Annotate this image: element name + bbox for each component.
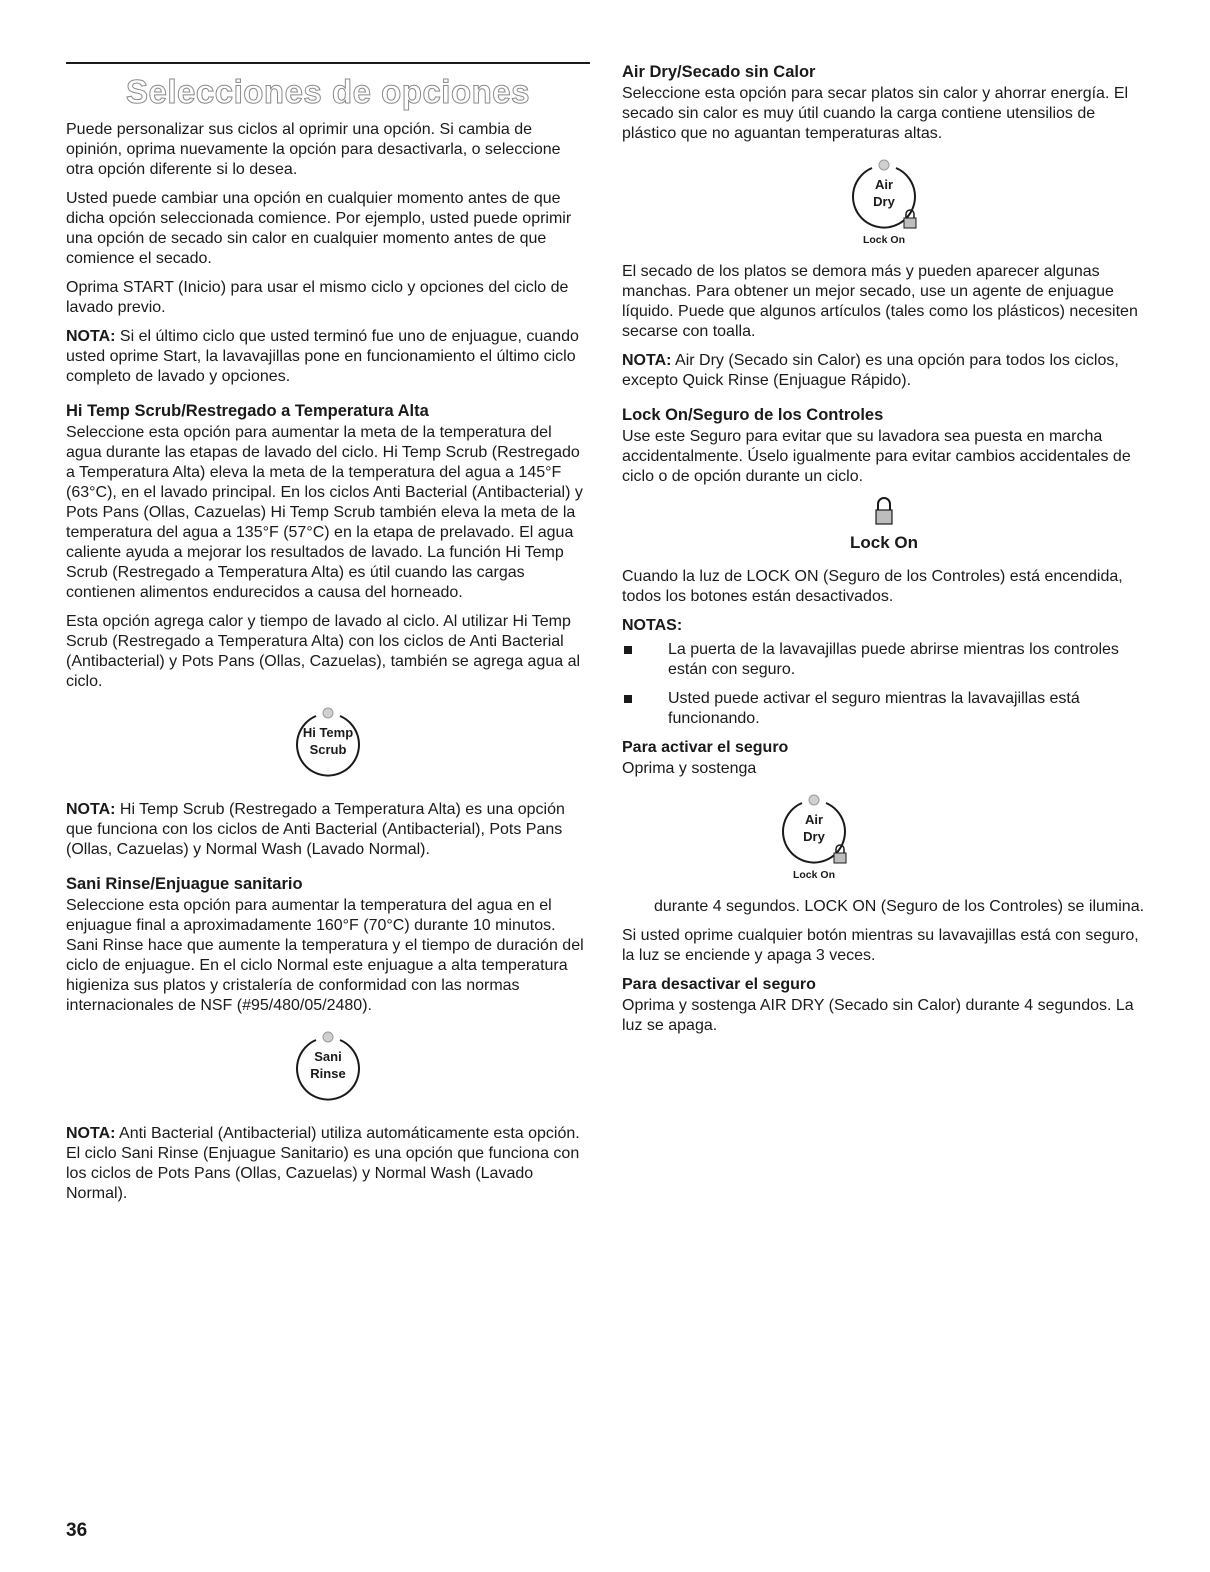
list-item: Usted puede activar el seguro mientras la lavavajillas está funcionando.	[622, 689, 1146, 729]
sani-rinse-note	[66, 1124, 590, 1204]
note-label: NOTA:	[66, 328, 116, 346]
note-label: NOTA:	[66, 801, 116, 819]
lock-on-paragraph-2: Cuando la luz de LOCK ON (Seguro de los Controles) está encendida, todos los botones están desactivados.	[622, 568, 1123, 605]
deactivate-lock-text: Oprima y sostenga AIR DRY (Secado sin Calor) durante 4 segundos. La luz se apaga.	[622, 997, 1134, 1034]
deactivate-lock-heading: Para desactivar el seguro	[622, 976, 816, 993]
hold-duration-text: durante 4 segundos. LOCK ON (Seguro de los Controles) se ilumina.	[654, 898, 1145, 915]
lock-on-paragraph-3: Si usted oprime cualquier botón mientras su lavavajillas está con seguro, la luz se enciende y apaga 3 veces.	[622, 927, 1139, 964]
air-dry-button-icon	[844, 156, 924, 236]
button-line-2: Scrub	[309, 742, 347, 758]
sani-rinse-button-icon	[288, 1028, 368, 1108]
note-label: NOTA:	[66, 1125, 116, 1143]
activate-lock-text: Oprima y sostenga	[622, 760, 757, 777]
indicator-light-icon	[809, 795, 819, 805]
hi-temp-scrub-button-icon	[288, 704, 368, 784]
intro-note	[66, 327, 590, 387]
button-line-1: Sani	[314, 1049, 342, 1065]
button-line-1: Hi Temp	[302, 725, 354, 741]
notes-label: NOTAS:	[622, 617, 683, 634]
air-dry-heading: Air Dry/Secado sin Calor	[622, 63, 816, 81]
section-title: Selecciones de opciones	[126, 73, 530, 110]
intro-paragraph-1: Puede personalizar sus ciclos al oprimir una opción. Si cambia de opinión, oprima nuevamente la opción para desactivarla, o seleccione otra opción diferente si lo desea.	[66, 121, 561, 179]
hi-temp-paragraph-2: Esta opción agrega calor y tiempo de lavado al ciclo. Al utilizar Hi Temp Scrub (Restregado a Temperatura Alta) con los ciclos de Anti Bacterial (Antibacterial) y Pots Pans (Ollas, Cazuelas), también se agrega agua al ciclo.	[66, 613, 581, 691]
hi-temp-paragraph-1: Seleccione esta opción para aumentar la meta de la temperatura del agua durante las etapas de lavado del ciclo. Hi Temp Scrub (Restregado a Temperatura Alta) eleva la meta de la temperatura del agua a 145°F (63°C), en el lavado principal. En los ciclos Anti Bacterial (Antibacterial) y Pots Pans (Ollas, Cazuelas) Hi Temp Scrub también eleva la meta de la temperatura del agua a 135°F (57°C) en la etapa de prelavado. El agua caliente ayuda a mejorar los resultados de lavado. La función Hi Temp Scrub (Restregado a Temperatura Alta) es útil cuando las cargas contienen alimentos endurecidos a causa del horneado.	[66, 424, 583, 602]
intro-paragraph-2: Usted puede cambiar una opción en cualquier momento antes de que dicha opción seleccionada comience. Por ejemplo, usted puede oprimir una opción de secado sin calor en cualquier momento antes de que comience el secado.	[66, 190, 572, 268]
button-line-1: Air	[804, 812, 824, 827]
note-label: NOTA:	[622, 352, 672, 369]
note-text: Hi Temp Scrub (Restregado a Temperatura Alta) es una opción que funciona con los ciclos de Anti Bacterial (Antibacterial), Pots Pans (Ollas, Cazuelas) y Normal Wash (Lavado Normal).	[66, 801, 565, 859]
lock-on-caption: Lock On	[792, 869, 835, 881]
right-column	[622, 62, 1146, 1045]
button-line-2: Dry	[873, 194, 895, 209]
lock-on-figure	[622, 496, 1146, 553]
notes-list	[622, 640, 1146, 729]
button-line-2: Dry	[803, 829, 825, 844]
hi-temp-heading: Hi Temp Scrub/Restregado a Temperatura Alta	[66, 402, 429, 421]
lock-on-heading: Lock On/Seguro de los Controles	[622, 406, 884, 424]
lock-icon	[874, 496, 894, 526]
lock-on-paragraph-1: Use este Seguro para evitar que su lavadora sea puesta en marcha accidentalmente. Úselo igualmente para evitar cambios accidentales de ciclo o de opción durante un ciclo.	[622, 428, 1131, 485]
sani-rinse-heading: Sani Rinse/Enjuague sanitario	[66, 875, 303, 894]
lock-on-label: Lock On	[849, 533, 918, 552]
left-column	[66, 62, 590, 1213]
button-line-1: Air	[874, 177, 894, 192]
hi-temp-figure	[66, 704, 590, 784]
air-dry-paragraph-2: El secado de los platos se demora más y pueden aparecer algunas manchas. Para obtener un mejor secado, use un agente de enjuague líquido. Puede que algunos artículos (tales como los plásticos) necesiten secarse con toalla.	[622, 263, 1138, 340]
air-dry-button-icon	[774, 791, 854, 871]
lock-on-caption: Lock On	[862, 234, 905, 246]
button-line-2: Rinse	[310, 1066, 346, 1082]
intro-paragraph-3: Oprima START (Inicio) para usar el mismo ciclo y opciones del ciclo de lavado previo.	[66, 279, 569, 317]
indicator-light-icon	[879, 160, 889, 170]
air-dry-figure	[622, 156, 1146, 246]
list-item: La puerta de la lavavajillas puede abrirse mientras los controles están con seguro.	[622, 640, 1146, 680]
sani-rinse-figure	[66, 1028, 590, 1108]
top-rule	[66, 62, 590, 64]
activate-lock-heading: Para activar el seguro	[622, 739, 789, 756]
note-text: Si el último ciclo que usted terminó fue uno de enjuague, cuando usted oprime Start, la lavavajillas pone en funcionamiento el último ciclo completo de lavado y opciones.	[66, 328, 579, 386]
page-number: 36	[66, 1520, 88, 1541]
indicator-light-icon	[323, 708, 333, 718]
sani-rinse-paragraph: Seleccione esta opción para aumentar la temperatura del agua en el enjuague final a aproximadamente 160°F (70°C) durante 10 minutos. Sani Rinse hace que aumente la temperatura y el tiempo de duración del ciclo de enjuague. En el ciclo Normal este enjuague a alta temperatura higieniza sus platos y cristalería de conformidad con las normas internacionales de NSF (#95/480/05/2480).	[66, 897, 584, 1015]
air-dry-paragraph-1: Seleccione esta opción para secar platos sin calor y ahorrar energía. El secado sin calor es muy útil cuando la carga contiene utensilios de plástico que no aguantan temperaturas altas.	[622, 85, 1129, 142]
indicator-light-icon	[323, 1032, 333, 1042]
note-text: Air Dry (Secado sin Calor) es una opción para todos los ciclos, excepto Quick Rinse (Enjuague Rápido).	[622, 352, 1119, 389]
air-dry-note	[622, 351, 1146, 391]
note-text: Anti Bacterial (Antibacterial) utiliza automáticamente esta opción. El ciclo Sani Rinse (Enjuague Sanitario) es una opción que funciona con los ciclos de Pots Pans (Ollas, Cazuelas) y Normal Wash (Lavado Normal).	[66, 1125, 580, 1203]
activate-lock-figure	[482, 791, 1146, 881]
